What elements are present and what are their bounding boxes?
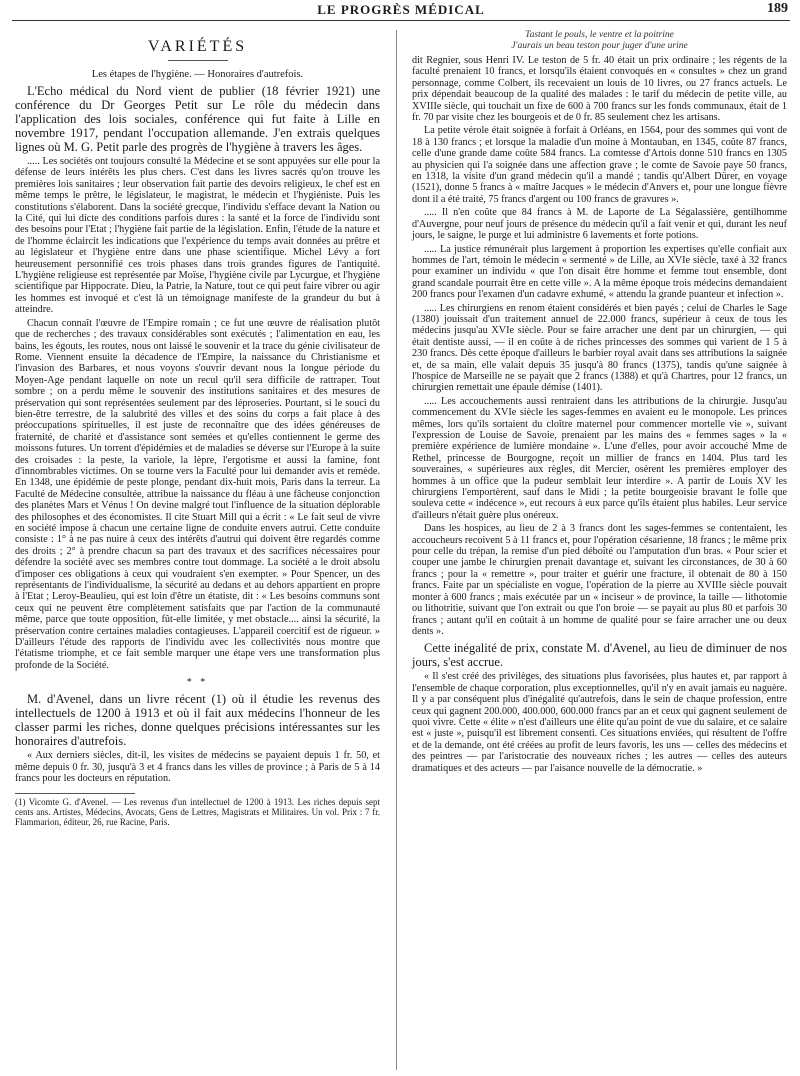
body-paragraph: ..... Les chirurgiens en renom étaient considérés et bien payés ; celui de Charles le Sage (1380) jouissait d'un traitement annuel de 22.000 francs, supérieur à ceux de tous les médecins jusqu'au XVIe siècle. Pour se faire arracher une dent par un chirurgien, — qui était dentiste aussi, — il en coûte à de riches princesses des sommes qui varient de 1 5 à 230 francs. Dès cette époque d'ailleurs le barbier royal avait dans ses attributions la saignée et, de sa main, elle valait depuis 35 jusqu'à 80 francs (1375), tandis qu'une saignée à l'hospice de Marseille ne se payait que 2 francs (1388) et qu'à Chartres, pour 12 francs, un chirurgien remettait une épaule démise (1401). [412, 302, 787, 394]
avenel-quote-paragraph: « Aux derniers siècles, dit-il, les visites de médecins se payaient depuis 1 fr. 50, et même depuis 0 fr. 30, jusqu'à 3 et 4 francs dans les villes de province ; à Paris de 5 à 14 francs pour les docteurs en réputation. [15, 750, 380, 785]
footnote: (1) Vicomte G. d'Avenel. — Les revenus d'un intellectuel de 1200 à 1913. Les riches depuis sept cents ans. Artistes, Médecins, Avocats, Gens de Lettres, Magistrats et Militaires. Un vol. Prix : 7 fr. Flammarion, éditeur, 26, rue Racine, Paris. [15, 796, 380, 827]
body-paragraph: ..... Les accouchements aussi rentraient dans les attributions de la chirurgie. Jusqu'au commencement du XVIe siècle les sages-femmes en avaient eu le monopole. Les princes mêmes, lors qu'ils sortaient du cloître maternel pour commencer mortelle vie », suivant l'expression de Louise de Savoie, prenaient par les mains des « femmes sages » la « première expérience de lumière mondaine ». L'une d'elles, pour avoir accouché Mme de Rethel, princesse de Bourgogne, reçoit un millier de francs en 1404. Plus tard les souveraines, « supérieures aux règles, dit Mercier, osèrent les premières employer des hommes à un office que la pudeur semblait leur interdire ». A partir de Louis XV les chirurgiens l'emportèrent, sauf dans le Midi ; la petite bourgeoisie bravant le folle que souleva cette « indécence », eut recours à eux parce qu'ils étaient plus habiles. Leur service d'ailleurs n'était guère plus onéreux. [412, 395, 787, 521]
running-header [12, 0, 790, 21]
page-number: 189 [767, 1, 788, 16]
body-paragraph: dit Regnier, sous Henri IV. Le teston de 5 fr. 40 était un prix ordinaire ; les régents de la faculté prenaient 10 francs, et lorsqu'ils étaient convoqués en « consultes » chez un grand personnage, comme Colbert, ils recevaient un louis de 10 livres, ou 27 francs actuels. Le prix dépendait beaucoup de la qualité des malades : le tarif du médecin de petite ville, au XVIIIe siècle, qui touchait un fixe de 600 à 700 francs sur les fonds communaux, était de 1 fr. 70 par visite chez les bourgeois et de 0 fr. 85 seulement chez les artisans. [412, 55, 787, 124]
section-title: VARIÉTÉS [147, 38, 248, 55]
body-paragraph: Chacun connaît l'œuvre de l'Empire romain ; ce fut une œuvre de réalisation plutôt que de recherches ; des travaux considérables sont exécutés ; l'alimentation en eau, les bains, les égouts, les routes, nous ont laissé le souvenir et la trace du génie civilisateur de Rome. Viennent ensuite la décadence de l'Empire, la naissance du Christianisme et l'invasion des Barbares, et nous voyons s'ouvrir devant nous la longue période du Moyen-Age pendant laquelle on note un recul qu'il sera difficile de rattraper. Tout sombre ; on a perdu même le souvenir des institutions sanitaires et des mesures de préservation qui sont représentées seulement par des léproseries. Pourtant, si le souci du bien-être terrestre, de la salubrité des villes et des soins du corps a fait place à des préoccupations spirituelles, il est juste de reconnaître que des idées généreuses de fraternité, de charité et d'assistance sont semées et qu'elles contiennent le germe des moissons futures. Un torrent d'épidémies et de maladies se déverse sur l'Europe à la suite des croisades : la peste, la variole, la lèpre, l'ergotisme et aussi la famine, font d'innombrables victimes. On se tourne vers la Faculté pour lui demander avis et remède. En 1348, une épidémie de peste plonge, pendant dix-huit mois, Paris dans la terreur. La Faculté de Médecine consultée, attribue la naissance du fléau à une fâcheuse conjonction des planètes Mars et Vénus ! On devine malgré tout l'influence de la situation déplorable des philosophes et des économistes. Il cite Stuart Mill qui a écrit : « Le fait seul de vivre en société impose à chacun une certaine ligne de conduite envers autrui. Cette conduite consiste : 1° à ne pas nuire à ceux des intérêts d'autrui qui doivent être regardés comme des droits ; 2° à prendre chacun sa part des travaux et des sacrifices nécessaires pour défendre la société avec ses membres contre tout dommage. La société a le droit absolu d'imposer ces obligations à ceux qui voudraient s'en exempter. » Pour Spencer, un des représentants de l'individualisme, la sécurité au dedans et au dehors appartient en propre à l'Etat ; Leroy-Beaulieu, qui est loin d'être un étatiste, dit : « Les besoins communs sont ceux qui ne peuvent être complètement satisfaits que par l'action de la communauté même, parce que toute opposition, fût-elle limitée, y met obstacle.... ainsi la sécurité, la préservation contre certaines maladies contagieuses. L'appareil coercitif est de rigueur. » D'ailleurs l'étude des rapports de l'individu avec les collectivités nous montre que l'étatisme triomphe, et ce fait semble marquer une étape vers une transformation plus profonde de la Société. [15, 317, 380, 671]
footnote-rule [15, 793, 135, 794]
left-column [15, 32, 380, 827]
body-paragraph: La petite vérole était soignée à forfait à Orléans, en 1564, pour des sommes qui vont de 18 à 130 francs ; et lorsque la maladie d'un moine à Montauban, en 1345, coûte 87 francs, celle d'une grande dame coûte 584 francs. La comtesse d'Artois donne 510 francs en 1305 au physicien qui l'a soignée dans une affection grave ; le comte de Savoie paye 50 francs, en 1318, la visite d'un grand médecin qu'il a mandé ; tandis qu'Albert Dürer, en voyage (1521), donne 5 francs à « maître Jacques » le médecin d'Anvers et, pour une longue fièvre dont il a été traité, 75 francs d'argent ou 100 francs de gravures ». [412, 125, 787, 205]
title-rule [168, 60, 228, 61]
column-divider [396, 30, 397, 1070]
body-paragraph: ..... La justice rémunérait plus largement à proportion les expertises qu'elle confiait aux hommes de l'art, témoin le médecin « sermenté » de Lille, au XVIe siècle, taxé à 32 francs pour examiner un individu « que l'on disait être homme et femme tout ensemble, dont grand scandale pourrait être en cette ville ». A la même époque trois médecins demandaient 200 francs pour l'examen d'un cadavre exhumé, « attendu la grande puanteur et infection ». [412, 243, 787, 301]
right-column [412, 32, 787, 776]
avenel-intro-paragraph: M. d'Avenel, dans un livre récent (1) où il étudie les revenus des intellectuels de 1200 à 1913 et où il fait aux médecins l'honneur de les classer parmi les riches, donne quelques précisions intéressantes sur les honoraires d'autrefois. [15, 692, 380, 749]
conclusion-intro-paragraph: Cette inégalité de prix, constate M. d'Avenel, au lieu de diminuer de nos jours, s'est accrue. [412, 641, 787, 670]
intro-paragraph: L'Echo médical du Nord vient de publier (18 février 1921) une conférence du Dr Georges Petit sur Le rôle du médecin dans l'application des lois sociales, conférence qui fut faite à Lille en novembre 1917, pendant l'occupation allemande. J'en extrais quelques lignes où M. G. Petit parle des progrès de l'hygiène à travers les âges. [15, 84, 380, 154]
section-separator: * * [186, 677, 209, 689]
body-paragraph: ..... Les sociétés ont toujours consulté la Médecine et se sont appuyées sur elle pour la défense de leurs intérêts les plus chers. C'est dans les livres sacrés qu'on trouve les premières lois sanitaires ; leur observation fait partie des devoirs religieux, le chef est en même temps le prêtre, le législateur, le magistrat, le médecin et l'hygiéniste. Puis les constitutions s'élaborent. Dans la société grecque, l'individu s'efface devant la Nation ou la Cité, qui lui dicte des conditions parfois dures : la santé et la force de l'individu sont des besoins pour l'Etat ; l'hygiène fait partie de la législation. Enfin, l'étude de la nature et de l'homme éclaircit les indications que l'expérience du temps avait données au prêtre et au législateur et l'hygiène entre dans une phase scientifique. Michel Lévy a fort heureusement personnifié ces trois phases dans trois grandes figures de l'antiquité. L'hygiène religieuse est représentée par Moïse, l'hygiène civile par Lycurgue, et l'hygiène scientifique par Hippocrate. Dieu, la Patrie, la Nature, tout ce qui peut faire vibrer ou agir les hommes est invoqué et c'est là un témoignage manifeste de la grandeur du but à atteindre. [15, 156, 380, 316]
article-subheading: Les étapes de l'hygiène. — Honoraires d'autrefois. [91, 69, 304, 80]
body-paragraph: Dans les hospices, au lieu de 2 à 3 francs dont les sages-femmes se contentaient, les accoucheurs recoivent 5 à 11 francs et, pour l'opération césarienne, 18 francs ; le même prix pour celle du trépan, la remise d'un pied déboîté ou l'amputation d'un bras. « Pour scier et couper une jambe le chirurgien prenait davantage et, suivant les circonstances, de 30 à 60 francs ; pour la « remettre », pour traiter et guérir une fracture, il obtenait de 80 à 150 francs. Faite par un spécialiste en vogue, l'opération de la pierre au XVIIIe siècle pouvait monter à 600 francs ; mais exécutée par un « inciseur » de province, la taille — lithotomie ou lithotritie, suivant que l'on extrait ou que l'on broie — se payait au plus 80 et parfois 30 francs ; autant qu'il en coûtait à un homme de qualité pour se faire arracher une ou deux dents ». [412, 523, 787, 637]
running-title: LE PROGRÈS MÉDICAL [317, 2, 485, 17]
conclusion-quote-paragraph: « Il s'est créé des privilèges, des situations plus favorisées, plus hautes et, par rapport à l'ensemble de chaque corporation, plus exceptionnelles, qu'il n'y en avait jamais eu naguère. Il y a par conséquent plus d'inégalité qu'autrefois, dans le sein de chaque profession, entre ceux qui gagnent 200.000, 400.000, 600.000 francs par an et ceux qui gagnent seulement de quoi vivre. Cette « élite » n'est d'ailleurs une élite qu'au point de vue du salaire, et ce salaire est « juste », puisqu'il est librement consenti. Ces situations enviées, qui résultent de l'offre et de la demande, ont été créées au profit de leurs favoris, les uns — celles des médecins et des peintres — par l'aristocratie des nouveaux riches ; les autres — celles des auteurs dramatiques et des acteurs — par l'aisance nouvelle de la démocratie. » [412, 671, 787, 774]
verse-epigraph: Tastant le pouls, le ventre et la poitrine J'aurais un beau teston pour juger d'une urine [511, 30, 688, 51]
body-paragraph: ..... Il n'en coûte que 84 francs à M. de Laporte de La Ségalassière, gentilhomme d'Auvergne, pour neuf jours de présence du médecin qu'il a fait venir et qui, durant les neuf jours, le saigne, le purge et lui administre 6 lavements et forte potions. [412, 207, 787, 242]
